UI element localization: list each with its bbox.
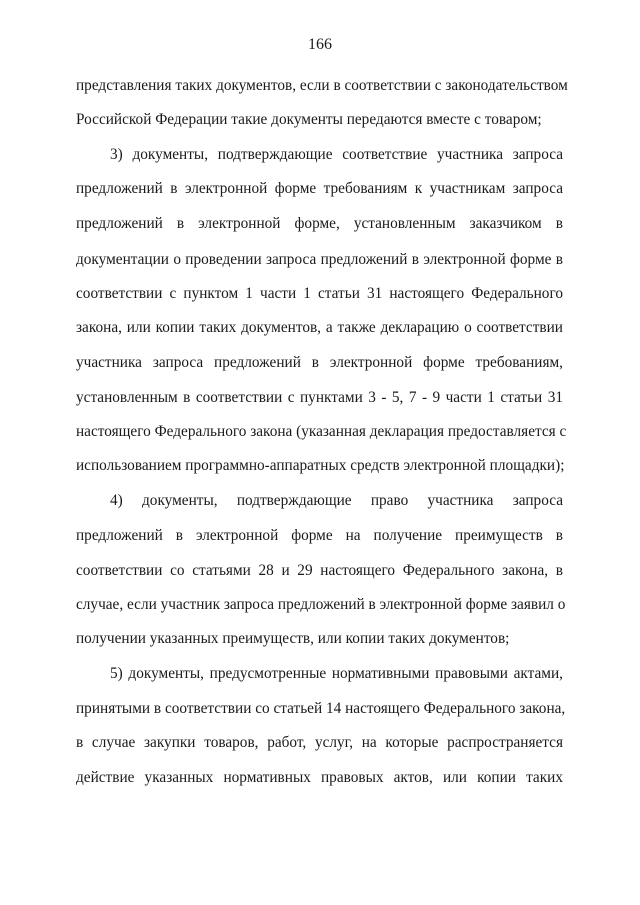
text-line: случае, если участник запроса предложений в электронной форме заявил о — [76, 596, 566, 613]
text-line: 3) документы, подтверждающие соответствие участника запроса — [110, 146, 563, 163]
text-line: настоящего Федерального закона (указанная декларация предоставляется с — [76, 423, 567, 440]
text-line: соответствии с пунктом 1 части 1 статьи 31 настоящего Федерального — [76, 285, 563, 302]
text-line: предложений в электронной форме требованиям к участникам запроса — [76, 180, 563, 197]
text-line: предложений в электронной форме, установленным заказчиком в — [76, 215, 563, 232]
text-line: соответствии со статьями 28 и 29 настоящего Федерального закона, в — [76, 562, 563, 579]
text-line: закона, или копии таких документов, а также декларацию о соответствии — [76, 319, 563, 336]
text-line: установленным в соответствии с пунктами 3 - 5, 7 - 9 части 1 статьи 31 — [76, 389, 563, 406]
text-line: получении указанных преимуществ, или копии таких документов; — [76, 630, 510, 647]
text-line: Российской Федерации такие документы передаются вместе с товаром; — [76, 111, 542, 128]
text-line: в случае закупки товаров, работ, услуг, на которые распространяется — [76, 734, 563, 751]
text-line: действие указанных нормативных правовых актов, или копии таких — [76, 769, 563, 786]
page-number: 166 — [308, 36, 332, 53]
text-line: представления таких документов, если в соответствии с законодательством — [76, 77, 568, 94]
text-line: документации о проведении запроса предложений в электронной форме в — [76, 251, 563, 268]
text-line: предложений в электронной форме на получение преимуществ в — [76, 527, 563, 544]
text-line: 4) документы, подтверждающие право участника запроса — [110, 492, 563, 509]
text-line: 5) документы, предусмотренные нормативными правовыми актами, — [110, 665, 563, 682]
text-line: принятыми в соответствии со статьей 14 настоящего Федерального закона, — [76, 700, 566, 717]
text-line: участника запроса предложений в электронной форме требованиям, — [76, 354, 563, 371]
text-line: использованием программно-аппаратных средств электронной площадки); — [76, 457, 565, 474]
